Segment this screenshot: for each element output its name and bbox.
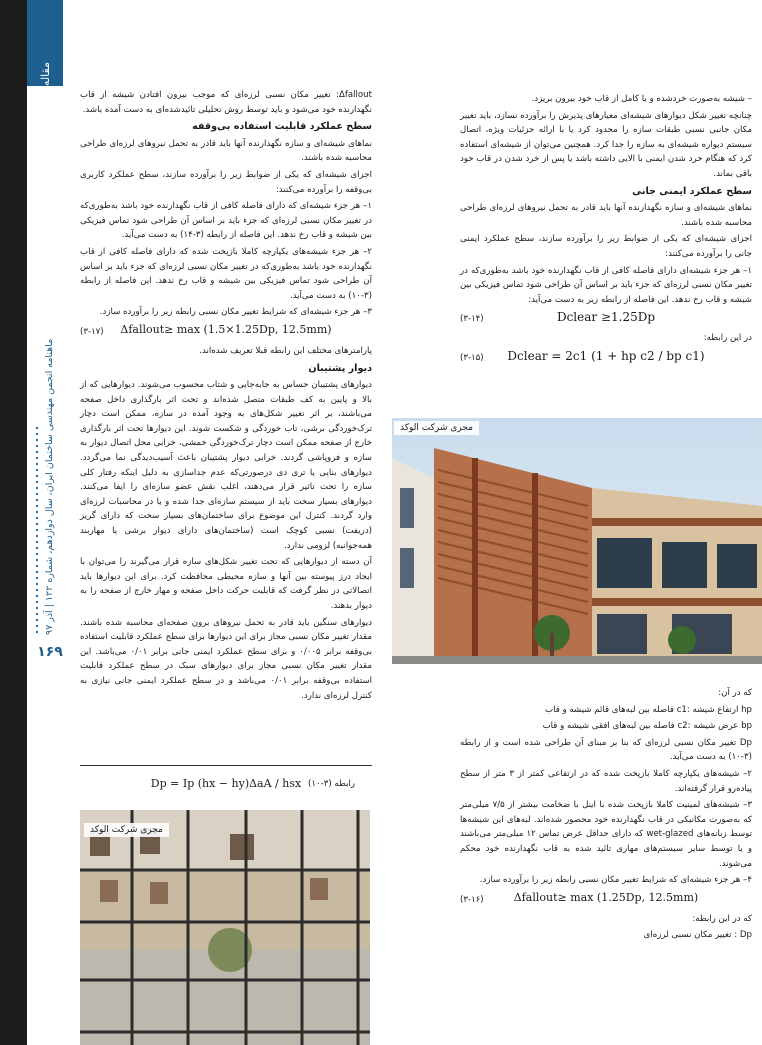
equation-number: رابطه (۳-۱۰) — [308, 779, 355, 789]
paragraph: ۱– هر جزء شیشه‌ای دارای فاصله کافی از قاب نگهدارنده خود باشد به‌طوری‌که در تغییر مکان نسبی لرزه‌ای که جزء باید بر اساس آن طراحی شود تماس فیزیکی بین شیشه و قاب رخ ندهد. این فاصله از رابطه زیر به دست می‌آید: — [460, 265, 752, 305]
paragraph: Dp : تغییر مکان نسبی لرزه‌ای — [643, 930, 752, 941]
journal-title: ماهنامه انجمن مهندسی ساختمان ایران، سال دوازدهم، شماره ۱۲۲ | آذر ۹۷ — [44, 338, 55, 635]
photo-caption: مجری شرکت الوکد — [394, 421, 479, 435]
section-heading: سطح عملکرد قابلیت استفاده بی‌وقفه — [192, 121, 372, 133]
paragraph: اجزای شیشه‌ای که یکی از ضوابط زیر را برآورده سازند، سطح عملکرد ایمنی جانی را برآورده می‌کنند: — [460, 234, 752, 259]
section-heading: سطح عملکرد ایمنی جانی — [632, 185, 752, 197]
equation-number: (۳-۱۴) — [460, 314, 484, 325]
page-edge-bar — [0, 0, 27, 1045]
paragraph: ۳– هر جزء شیشه‌ای که شرایط تغییر مکان نسبی رابطه زیر را برآورده سازد. — [99, 307, 372, 318]
paragraph: دیوارهای سنگین باید قادر به تحمل نیروهای برون صفحه‌ای محاسبه شده باشند. مقدار تغییر مکان نسبی مجاز برای این دیوارها برای سطح عملکرد قابلیت استفاده بی‌وقفه برابر ۰/۰۰۵ و برای سطح عملکرد ایمنی جانی برابر ۰/۰۱ می‌باشد. این مقدار تغییر مکان نسبی مجاز برای دیوارهای سبک در سطح عملکرد قابلیت استفاده بی‌وقفه برابر ۰/۰۱ می‌باشد و در سطح عملکرد ایمنی جانی نیازی به کنترل لرزه‌ای ندارد. — [80, 617, 372, 701]
building-photo — [392, 418, 762, 664]
paragraph: Dp تغییر مکان نسبی لرزه‌ای که بنا بر مبنای آن طراحی شده است و از رابطه (۳-۱۰) به دست می‌آید. — [460, 737, 752, 763]
paragraph: ۳– شیشه‌های لمینیت کاملا بازپخت شده با اینل با ضخامت بیشتر از ۷/۵ میلی‌متر که به‌صورت مکانیکی در قاب نگهدارنده خود محصور شده‌اند. لبه‌های این شیشه‌ها توسط زبانه‌های wet-glazed که دارای حداقل عرض تماس ۱۲ میلی‌متر می‌باشند و یا توسط سایر سیستم‌های مهاری تائید شده به قاب نگهدارنده خود محکم می‌شوند. — [460, 800, 753, 869]
page-number: ۱۶۹ — [37, 644, 63, 660]
paragraph: دیوارهای پشتیبان حساس به جابه‌جایی و شتاب محسوب می‌شوند. دیوارهایی که از بالا و پایین به کف طبقات متصل شده‌اند و تحت اثر بارگذاری داخل صفحه می‌باشند، بر اثر تغییر شکل‌های به وجود آمده در سازه، ممکن است دچار ترک‌خوردگی برشی، تاب خوردگی و شکست شوند. این دیوارها تحت اثر بارگذاری خارج از صفحه ممکن است دچار ترک‌خوردگی خمشی، خرابی محل اتصال دیوار به سازه و فروپاشی گردند. خرابی دیوار پشتیبان باعث آسیب‌دیدگی نما می‌گردد. دیوارهای بنایی یا تری دی درصورتی‌که عدم جداسازی به دلیل اینکه رفتار کلی سازه را تحت تاثیر قرار می‌دهند، اغلب نقش عضو سازه‌ای را ایفا می‌کنند. دیوارهای بسیار سخت باید از سیستم سازه‌ای جدا شده و یا در محاسبات لرزه‌ای وارد گردند. کنترل این موضوع برای ساختمان‌های بسیار سخت که دارای گریز (دریفت) نسبی کوچک است (ساختمان‌های دارای دیوار برشی یا مهاربند همه‌جوانبه) لزومی ندارد. — [80, 380, 372, 551]
building-illustration — [392, 418, 762, 664]
formula-3-10 — [80, 777, 372, 801]
paragraph: Δfallout: تغییر مکان نسبی لرزه‌ای که موجب بیرون افتادن شیشه از قاب نگهدارنده خود می‌شود و باید توسط روش تحلیلی تائیدشده‌ای به دست آمده باشد. — [80, 90, 372, 115]
paragraph: پارامترهای مختلف این رابطه قبلا تعریف شده‌اند. — [199, 345, 372, 356]
formula-3-17 — [80, 323, 372, 341]
paragraph: نماهای شیشه‌ای و سازه نگهدارنده آنها باید قادر به تحمل نیروهای لرزه‌ای طراحی محاسبه شده باشند. — [460, 203, 752, 228]
formula-3-15 — [460, 349, 752, 371]
glass-facade-illustration — [80, 810, 370, 1045]
formula-text: Dclear = 2c1 (1 + hp c2 / bp c1) — [507, 348, 705, 363]
paragraph: – شیشه به‌صورت خردشده و یا کامل از قاب خود بیرون بریزد. — [531, 94, 752, 104]
right-column-bottom — [460, 686, 752, 945]
formula-divider — [80, 765, 372, 766]
section-tab-label: مقاله — [38, 61, 52, 86]
section-tab — [27, 0, 63, 86]
paragraph: ۲– شیشه‌های یکپارچه کاملا بازپخت شده که در ارتفاعی کمتر از ۳ متر از سطح پیاده‌رو قرار گرفته‌اند. — [460, 768, 753, 794]
formula-text: Δfallout≥ max (1.25Dp, 12.5mm) — [513, 890, 699, 904]
equation-number: (۳-۱۵) — [460, 352, 484, 363]
formula-text: Δfallout≥ max (1.5×1.25Dp, 12.5mm) — [120, 322, 332, 336]
formula-3-14 — [460, 310, 752, 328]
formula-text: Dp = Ip (hx − hy)ΔaA / hsx — [150, 777, 302, 790]
journal-strip — [34, 338, 62, 635]
formula-3-16 — [460, 891, 752, 909]
equation-number: (۳-۱۶) — [460, 894, 484, 905]
right-column-top — [460, 92, 752, 374]
paragraph: نماهای شیشه‌ای و سازه نگهدارنده آنها باید قادر به تحمل نیروهای لرزه‌ای طراحی محاسبه شده باشند. — [80, 138, 372, 164]
paragraph: در این رابطه: — [703, 333, 752, 344]
paragraph: hp ارتفاع شیشه :c1 فاصله بین لبه‌های قائم شیشه و قاب — [545, 704, 752, 715]
paragraph: آن دسته از دیوارهایی که تحت تغییر شکل‌های سازه قرار می‌گیرند را می‌توان با ایجاد درز پیوسته بین آنها و سازه محیطی محافظت کرد. برای این دیوارها باید اتصالاتی در نظر گرفت که قابلیت حرکت داخل صفحه و مهار خارج از صفحه را به دیوار بدهند. — [80, 557, 372, 611]
paragraph: bp عرض شیشه :c2 فاصله بین لبه‌های افقی شیشه و قاب — [542, 721, 752, 732]
glass-facade-photo — [80, 810, 370, 1045]
photo-caption: مجری شرکت الوکد — [84, 823, 169, 837]
paragraph: چنانچه تغییر شکل دیوارهای شیشه‌ای معیارهای پذیرش را برآورده نسازد، باید تغییر مکان جانبی نسبی طبقات سازه را محدود کرد یا با ارائه جزئیات ویژه، اتصال سیستم دیواره شیشه‌ای به سازه را جدا کرد. همچنین می‌توان از شیشه‌ای استفاده کرد که هنگام خرد شدن ایمنی با الایی داشته باشد یا پس از خرد شدن در قاب خود باقی بماند. — [460, 110, 752, 179]
section-heading: دیوار پشتیبان — [308, 362, 372, 374]
paragraph: که در این رابطه: — [692, 913, 752, 924]
formula-text: Dclear ≥1.25Dp — [556, 310, 656, 325]
paragraph: ۲– هر جزء شیشه‌های یکپارچه کاملا بازپخت شده که دارای فاصله کافی از قاب نگهدارنده خود باشد به‌طوری‌که در تغییر مکان نسبی لرزه‌ای که جزء باید بر اساس آن طراحی شود تماس فیزیکی بین شیشه و قاب رخ ندهد. این فاصله از رابطه (۳-۱۰) به دست می‌آید. — [80, 246, 372, 301]
dot-pattern — [34, 425, 40, 635]
equation-number: (۳-۱۷) — [80, 326, 104, 337]
paragraph: ۴– هر جزء شیشه‌ای که شرایط تغییر مکان نسبی رابطه زیر را برآورده سازد. — [479, 875, 752, 886]
paragraph: ۱– هر جزء شیشه‌ای که دارای فاصله کافی از قاب نگهدارنده خود باشد به‌طوری‌که در تغییر مکان نسبی لرزه‌ای که جزء باید بر اساس آن طراحی شود تماس فیزیکی بین شیشه و قاب رخ ندهد. این فاصله از رابطه (۳-۱۴) به دست می‌آید. — [80, 201, 372, 241]
paragraph: اجزای شیشه‌ای که یکی از ضوابط زیر را برآورده سازند، سطح عملکرد کاربری بی‌وقفه را برآورده می‌کنند: — [80, 169, 372, 195]
left-column — [80, 88, 372, 705]
paragraph: که در آن: — [718, 688, 752, 698]
